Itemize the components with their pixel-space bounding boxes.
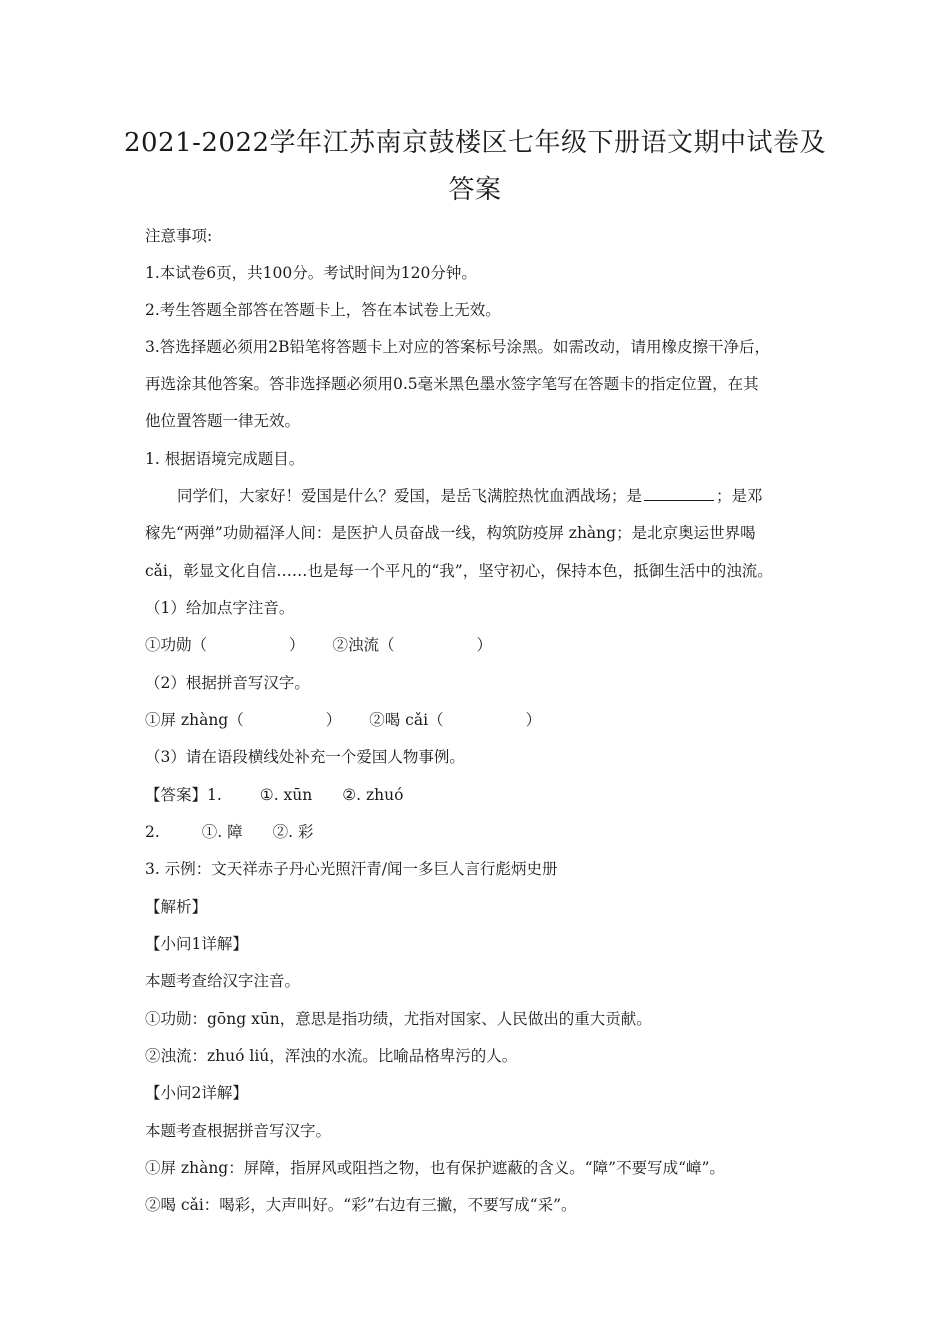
sub-question-1-items — [145, 634, 492, 656]
title-line-1: 2021-2022学年江苏南京鼓楼区七年级下册语文期中试卷及 — [123, 128, 827, 158]
passage-line-1-after: ；是邓 — [716, 487, 763, 505]
analysis-sub-2-a: ①屏 zhàng：屏障，指屏风或阻挡之物，也有保护遮蔽的含义。“障”不要写成“嶂”。 — [145, 1159, 725, 1177]
passage-line-2: 稼先“两弹”功勋福泽人间：是医护人员奋战一线，构筑防疫屏 zhàng；是北京奥运世界喝 — [145, 524, 756, 542]
title-line-2: 答案 — [448, 175, 502, 205]
analysis-sub-2-intro: 本题考查根据拼音写汉字。 — [145, 1122, 332, 1140]
sub-question-1: （1）给加点字注音。 — [145, 599, 295, 617]
answer-line-1 — [145, 784, 403, 806]
analysis-sub-1-intro: 本题考查给汉字注音。 — [145, 972, 301, 990]
note-2: 2.考生答题全部答在答题卡上，答在本试卷上无效。 — [145, 301, 501, 319]
item-hecai-close: ） — [525, 711, 542, 729]
answer-1-1: ①. xūn — [259, 786, 313, 804]
analysis-sub-1-a: ①功勋：gōng xūn，意思是指功绩，尤指对国家、人民做出的重大贡献。 — [145, 1010, 652, 1028]
item-pingzhang: ①屏 zhàng（ — [145, 711, 244, 729]
notes-heading: 注意事项: — [145, 227, 213, 245]
item-zhuoliu: ②浊流（ — [332, 636, 395, 654]
item-pingzhang-close: ） — [325, 711, 342, 729]
question-1-heading: 1. 根据语境完成题目。 — [145, 450, 305, 468]
passage-line-3: cǎi，彰显文化自信……也是每一个平凡的“我”，坚守初心，保持本色，抵御生活中的浊流。 — [145, 562, 773, 580]
note-3-line-3: 他位置答题一律无效。 — [145, 412, 301, 430]
sub-question-2-items — [145, 709, 541, 731]
item-hecai: ②喝 cǎi（ — [369, 711, 444, 729]
answer-line-3: 3. 示例：文天祥赤子丹心光照汗青/闻一多巨人言行彪炳史册 — [145, 860, 558, 878]
answer-2-1: ①. 障 — [201, 823, 243, 841]
fill-in-blank — [644, 486, 714, 501]
answer-line-2 — [145, 821, 314, 843]
note-1: 1.本试卷6页，共100分。考试时间为120分钟。 — [145, 264, 477, 282]
analysis-label: 【解析】 — [145, 898, 208, 916]
passage-line-1-before: 同学们，大家好！爱国是什么？爱国，是岳飞满腔热忱血洒战场；是 — [177, 487, 643, 505]
answer-1-2: ②. zhuó — [342, 786, 404, 804]
answer-2-2: ②. 彩 — [272, 823, 314, 841]
note-3-line-1: 3.答选择题必须用2B铅笔将答题卡上对应的答案标号涂黑。如需改动，请用橡皮擦干净后， — [145, 338, 771, 356]
item-gongxun: ①功勋（ — [145, 636, 208, 654]
analysis-sub-1-b: ②浊流：zhuó liú，浑浊的水流。比喻品格卑污的人。 — [145, 1047, 518, 1065]
item-zhuoliu-close: ） — [476, 636, 493, 654]
sub-question-3: （3）请在语段横线处补充一个爱国人物事例。 — [145, 748, 465, 766]
answer-label: 【答案】1. — [145, 786, 222, 804]
passage-line-1 — [177, 485, 763, 507]
item-gongxun-close: ） — [289, 636, 305, 654]
note-3-line-2: 再选涂其他答案。答非选择题必须用0.5毫米黑色墨水签字笔写在答题卡的指定位置，在其 — [145, 375, 759, 393]
analysis-sub-1-label: 【小问1详解】 — [145, 935, 248, 953]
answer-2-number: 2. — [145, 823, 160, 841]
sub-question-2: （2）根据拼音写汉字。 — [145, 674, 310, 692]
analysis-sub-2-label: 【小问2详解】 — [145, 1084, 248, 1102]
analysis-sub-2-b: ②喝 cǎi：喝彩，大声叫好。“彩”右边有三撇，不要写成“采”。 — [145, 1196, 577, 1214]
